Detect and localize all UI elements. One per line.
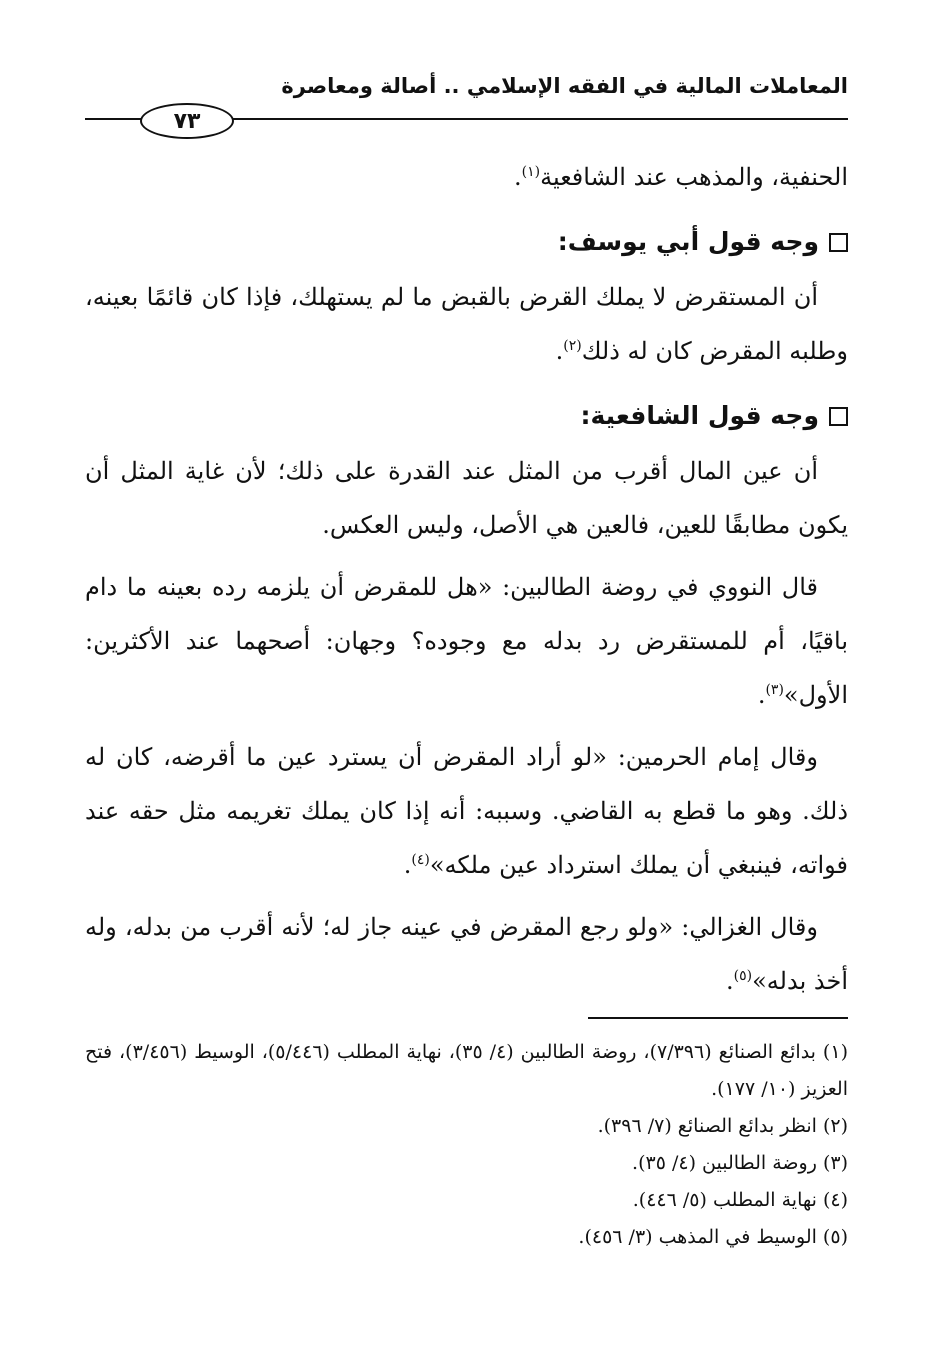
paragraph-abu-yusuf: أن المستقرض لا يملك القرض بالقبض ما لم يستهلك، فإذا كان قائمًا بعينه، وطلبه المقرض كان له ذلك$^{(٢)}$. — [85, 283, 848, 365]
footnote-ref-1: (١) — [521, 164, 541, 180]
footnote-4: (٤) نهاية المطلب (٥/ ٤٤٦). — [632, 1189, 848, 1211]
footnotes — [85, 1034, 848, 1256]
square-bullet-icon — [829, 407, 848, 426]
page-number: ٧٣ — [140, 103, 234, 139]
paragraph-ghazali-quote: وقال الغزالي: «ولو رجع المقرض في عينه جاز له؛ لأنه أقرب من بدله، وله أخذ بدله»$^{(٥)}$. — [85, 913, 848, 995]
paragraph-imam-haramayn-quote: وقال إمام الحرمين: «لو أراد المقرض أن يسترد عين ما أقرضه، كان له ذلك. وهو ما قطع به القاضي. وسببه: أنه إذا كان يملك تغريمه مثل حقه عند فواته، فينبغي أن يملك استرداد عين ملكه»$^{(٤)}$. — [85, 743, 848, 879]
footnote-separator — [588, 1017, 848, 1019]
footnote-3: (٣) روضة الطالبين (٤/ ٣٥). — [632, 1152, 848, 1174]
section-heading-abu-yusuf: وجه قول أبي يوسف: — [85, 214, 848, 270]
footnote-ref-4: (٤) — [411, 852, 430, 868]
square-bullet-icon — [829, 233, 848, 252]
footnote-2: (٢) انظر بدائع الصنائع (٧/ ٣٩٦). — [597, 1115, 848, 1137]
main-text — [85, 150, 848, 1008]
paragraph-continuation: الحنفية، والمذهب عند الشافعية$^{(١)}$. — [514, 163, 848, 191]
footnote-ref-5: (٥) — [733, 968, 753, 984]
section-heading-shafiiyya: وجه قول الشافعية: — [85, 388, 848, 444]
running-header-title: المعاملات المالية في الفقه الإسلامي .. أصالة ومعاصرة — [281, 74, 848, 98]
paragraph-shafiiyya: أن عين المال أقرب من المثل عند القدرة على ذلك؛ لأن غاية المثل أن يكون مطابقًا للعين، فالعين هي الأصل، وليس العكس. — [85, 457, 848, 539]
footnote-5: (٥) الوسيط في المذهب (٣/ ٤٥٦). — [578, 1226, 848, 1248]
footnote-ref-2: (٢) — [563, 338, 582, 354]
paragraph-nawawi-quote: قال النووي في روضة الطالبين: «هل للمقرض أن يلزمه رده بعينه ما دام باقيًا، أم للمستقرض رد بدله مع وجوده؟ وجهان: أصحهما عند الأكثرين: الأول»$^{(٣)}$. — [85, 573, 848, 709]
footnote-1: (١) بدائع الصنائع (٧/٣٩٦)، روضة الطالبين (٤/ ٣٥)، نهاية المطلب (٥/٤٤٦)، الوسيط (٣/٤٥٦)، فتح العزيز (١٠/ ١٧٧). — [85, 1041, 848, 1100]
footnote-ref-3: (٣) — [765, 682, 784, 698]
